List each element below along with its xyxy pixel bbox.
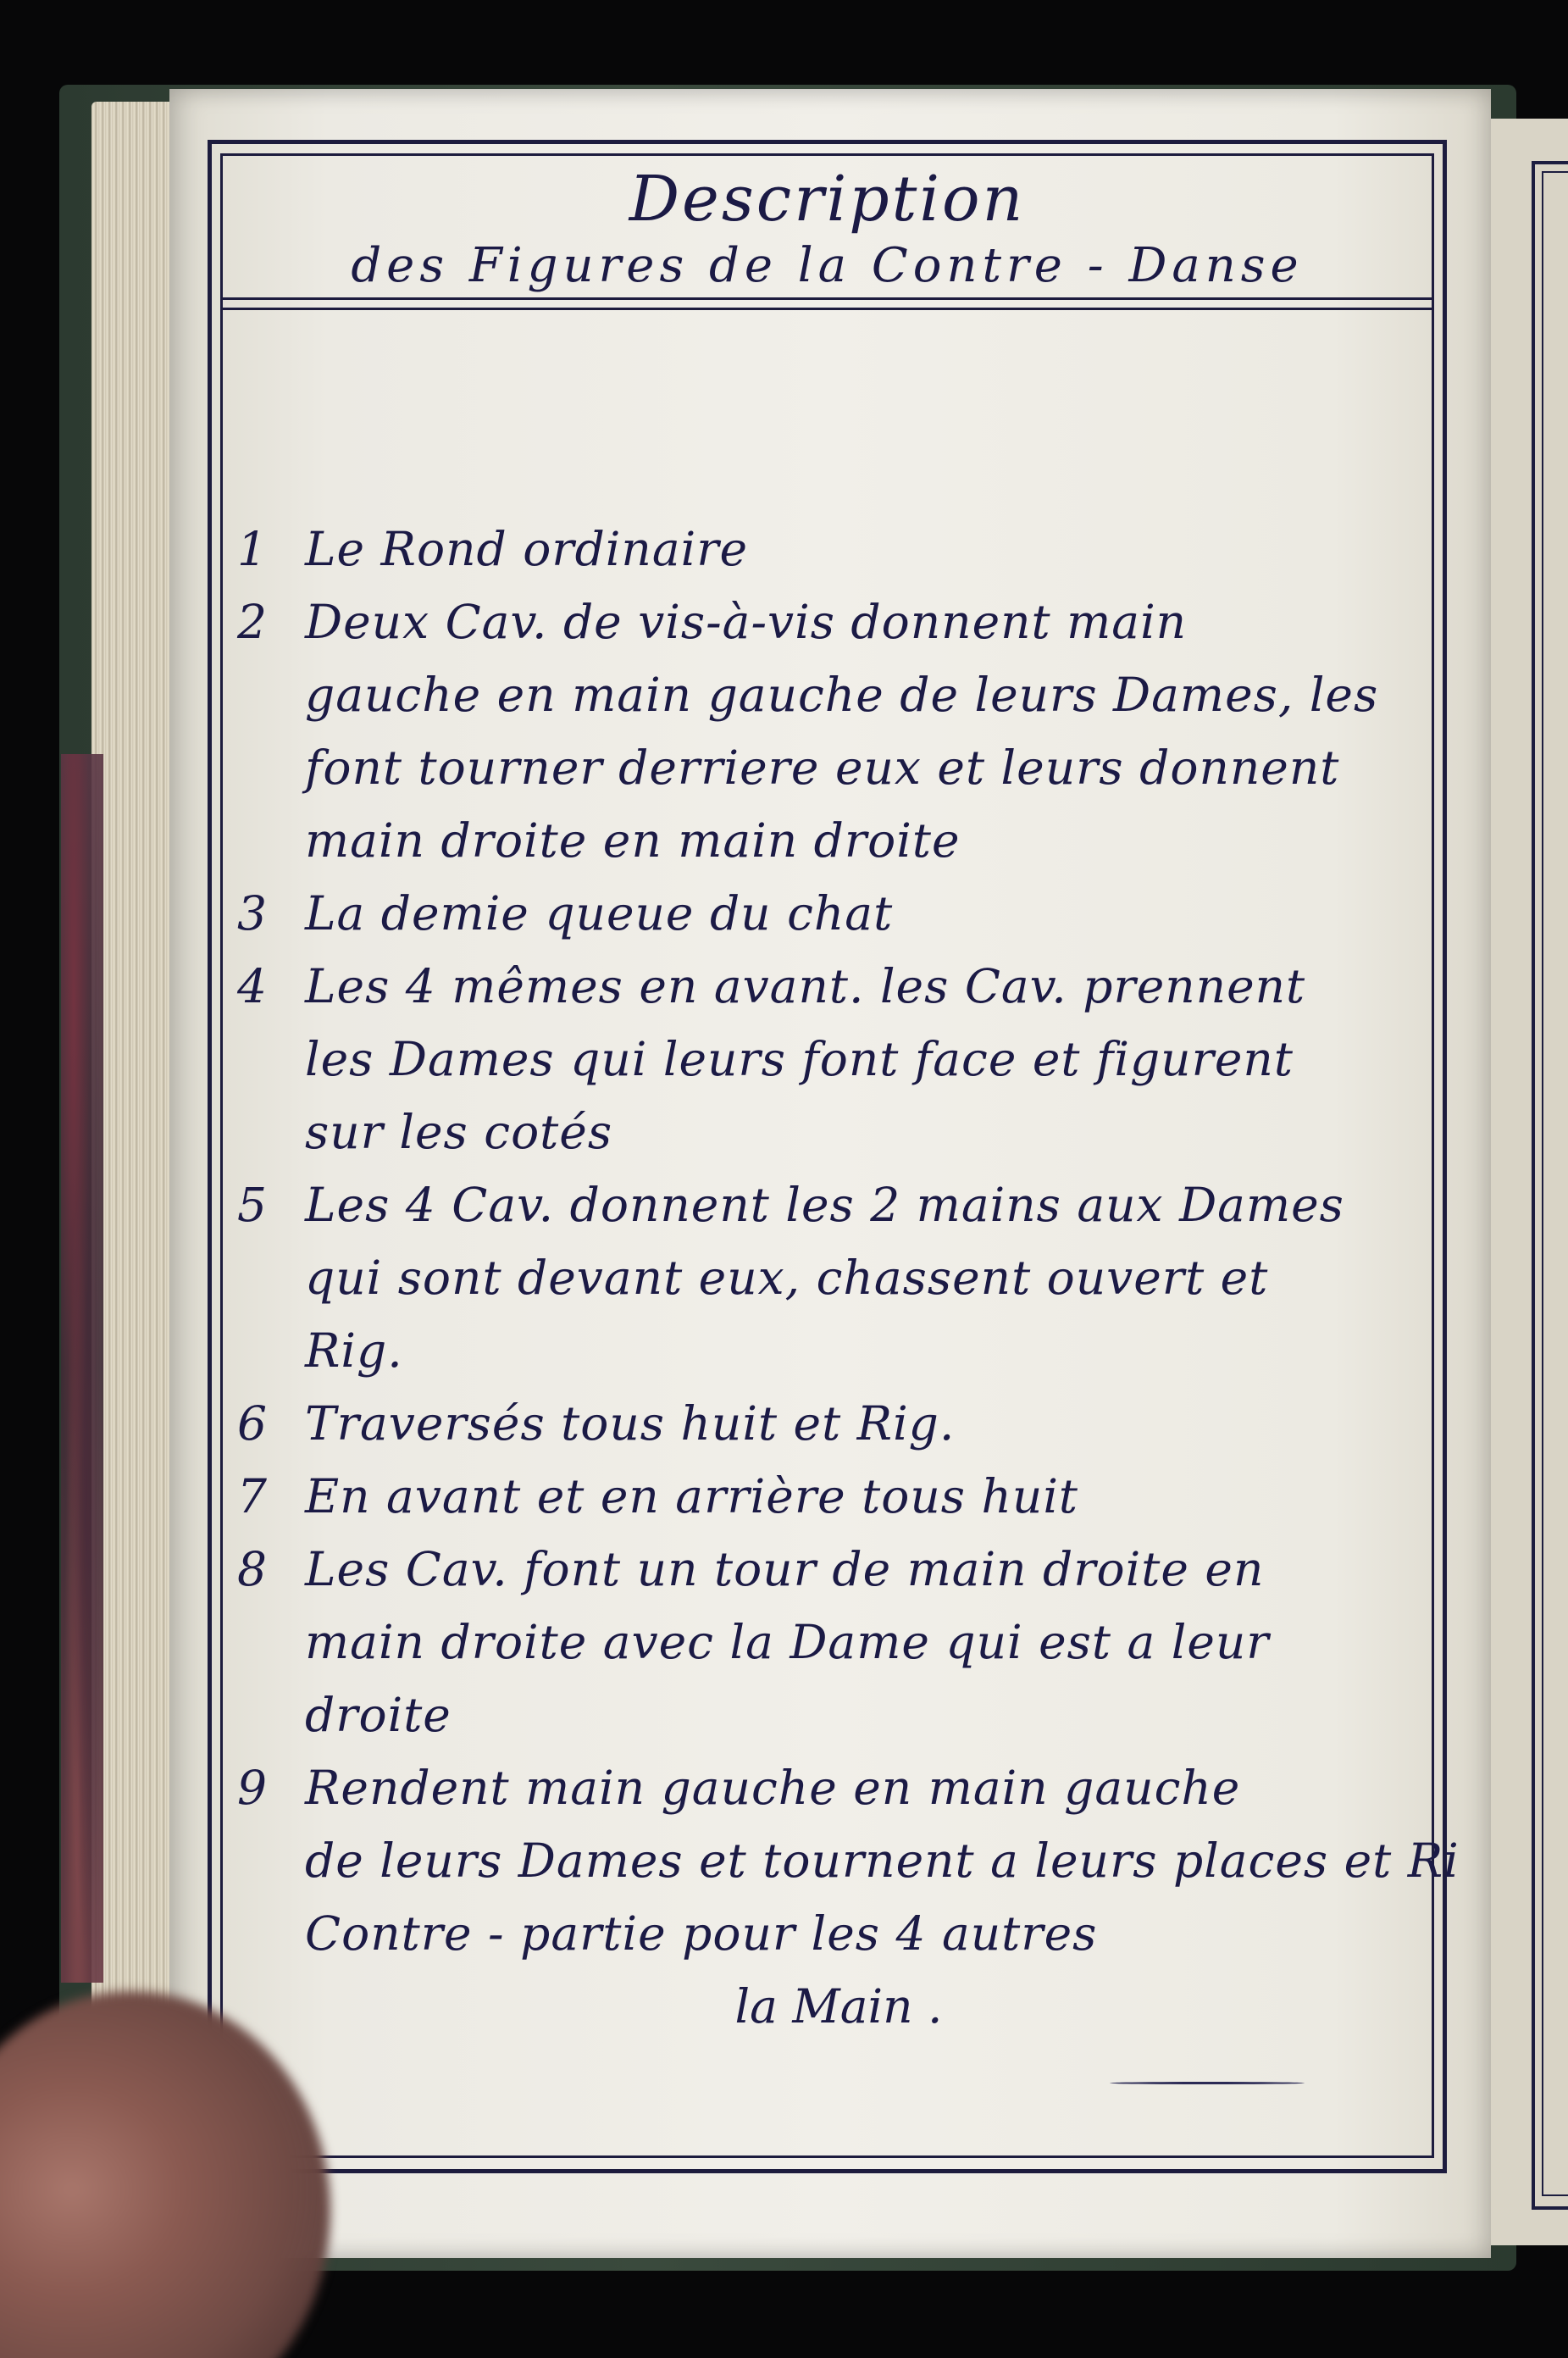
figure-text <box>305 950 1423 1168</box>
figure-number: 1 <box>237 522 267 576</box>
figure-item <box>237 1751 1460 1970</box>
figure-line: les Dames qui leurs font face et figurent <box>305 1032 1294 1086</box>
header-rule <box>220 308 1434 310</box>
figure-line: de leurs Dames et tournent a leurs places et Ri <box>305 1834 1460 1888</box>
figure-item <box>237 585 1423 877</box>
figure-number: 5 <box>237 1178 267 1232</box>
figure-item <box>237 877 1423 950</box>
figure-text <box>305 1460 1423 1533</box>
page-title <box>220 161 1434 295</box>
figure-line: Rig. <box>305 1323 403 1378</box>
figure-text <box>305 1387 1423 1460</box>
title-line-2: des Figures de la Contre - Danse <box>351 238 1304 293</box>
figure-item <box>237 1168 1423 1387</box>
figure-line: Le Rond ordinaire <box>305 522 749 576</box>
figure-line: droite <box>305 1688 452 1742</box>
figure-line: qui sont devant eux, chassent ouvert et <box>305 1251 1269 1305</box>
figure-line: sur les cotés <box>305 1105 613 1159</box>
figure-number: 9 <box>237 1761 267 1815</box>
figure-line: main droite en main droite <box>305 813 961 868</box>
figure-line: Contre - partie pour les 4 autres <box>305 1906 1098 1961</box>
figure-text <box>305 585 1423 877</box>
figure-number: 4 <box>237 959 267 1013</box>
marbled-endpaper <box>61 754 103 1983</box>
figure-line: font tourner derriere eux et leurs donnent <box>305 741 1340 795</box>
figure-item <box>237 513 1423 585</box>
figure-line: La demie queue du chat <box>305 886 894 940</box>
figure-text <box>305 877 1423 950</box>
figure-item <box>237 1533 1423 1751</box>
figure-line: Les 4 Cav. donnent les 2 mains aux Dames <box>305 1178 1344 1232</box>
figure-line: main droite avec la Dame qui est a leur <box>305 1615 1270 1669</box>
figure-item <box>237 1460 1423 1533</box>
figure-line: Les 4 mêmes en avant. les Cav. prennent <box>305 959 1306 1013</box>
figure-number: 6 <box>237 1396 267 1451</box>
title-line-1: Description <box>629 163 1026 236</box>
figure-number: 8 <box>237 1542 267 1596</box>
figure-line: Traversés tous huit et Rig. <box>305 1396 956 1451</box>
figure-line: Les Cav. font un tour de main droite en <box>305 1542 1265 1596</box>
figures-list <box>237 513 1460 2043</box>
closing-text: la Main . <box>734 1979 943 2033</box>
end-flourish <box>1110 2082 1305 2084</box>
facing-page <box>1489 119 1568 2245</box>
figure-text <box>305 1751 1460 1970</box>
figure-text <box>305 1533 1423 1751</box>
facing-page-frame-inner <box>1542 171 1568 2196</box>
figure-line: En avant et en arrière tous huit <box>305 1469 1079 1523</box>
figure-number: 2 <box>237 595 267 649</box>
figure-line: Deux Cav. de vis-à-vis donnent main <box>305 595 1188 649</box>
figure-line: gauche en main gauche de leurs Dames, les <box>305 668 1379 722</box>
figure-item <box>237 950 1423 1168</box>
figure-line: Rendent main gauche en main gauche <box>305 1761 1241 1815</box>
header-rule <box>220 297 1434 300</box>
figure-text <box>305 513 1423 585</box>
figure-item <box>237 1387 1423 1460</box>
figure-number: 3 <box>237 886 267 940</box>
figure-text <box>305 1168 1423 1387</box>
figure-number: 7 <box>237 1469 267 1523</box>
manuscript-page <box>169 89 1491 2258</box>
